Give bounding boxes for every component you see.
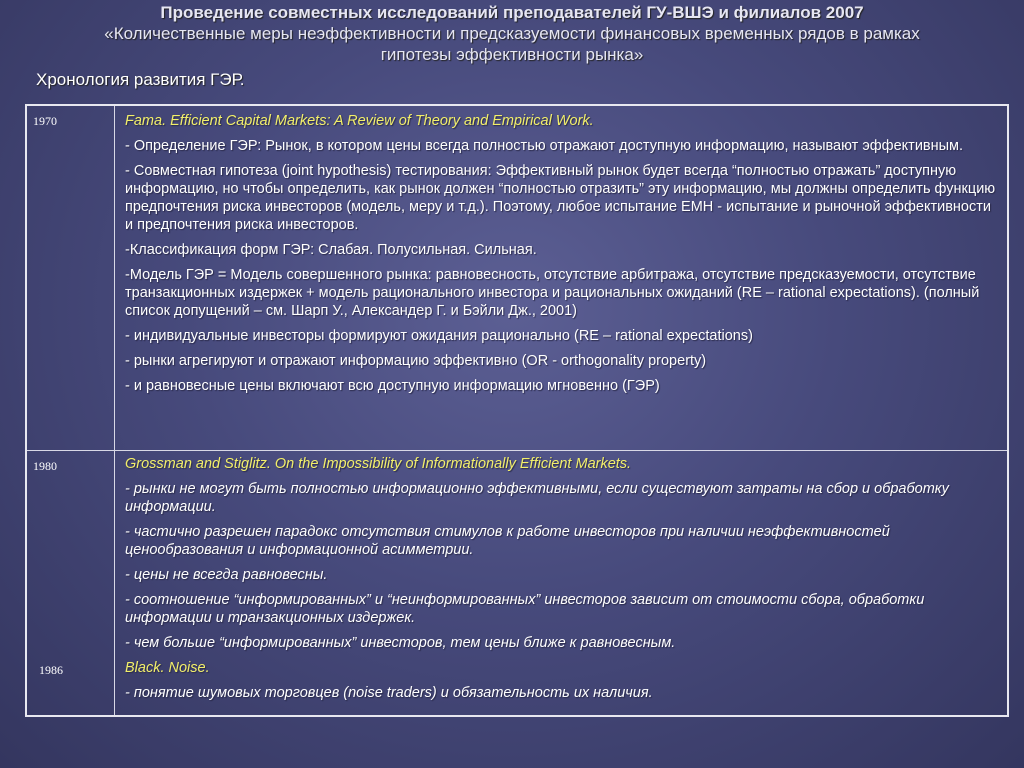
paper-title: Black. Noise. (125, 659, 210, 676)
chronology-table (25, 104, 1009, 717)
list-item: - Совместная гипотеза (joint hypothesis) тестирования: Эффективный рынок будет всегда “полностью отражать” доступную информацию, но чтобы определить, как рынок должен “полностью отразить” эту информацию, мы должны определить функцию предпочтения риска инвесторов (модель, меру и т.д.). Поэтому, любое испытание ЕМН - испытание и рыночной эффективности и предпочтения риска инвесторов. (125, 163, 996, 233)
list-item: - рынки не могут быть полностью информационно эффективными, если существуют затраты на сбор и обработку информации. (125, 480, 949, 515)
list-item: - рынки агрегируют и отражают информацию эффективно (OR - orthogonality property) (125, 353, 707, 369)
list-item: - и равновесные цены включают всю доступную информацию мгновенно (ГЭР) (125, 378, 660, 394)
list-item: - частично разрешен парадокс отсутствия стимулов к работе инвесторов при наличии неэффективностей ценообразования и информационной асимметрии. (125, 523, 890, 558)
slide-title-line2: «Количественные меры неэффективности и предсказуемости финансовых временных рядов в рамках (104, 24, 920, 43)
year-label: 1986 (39, 662, 63, 677)
list-item: - понятие шумовых торговцев (noise traders) и обязательность их наличия. (125, 684, 653, 701)
list-item: -Модель ГЭР = Модель совершенного рынка: равновесность, отсутствие арбитража, отсутствие предсказуемости, отсутствие транзакционных издержек + модель рационального инвестора и рациональных ожиданий (RE – rational expectations). (полный список допущений – см. Шарп У., Александер Г. и Бэйли Дж., 2001) (125, 267, 980, 319)
table-row (26, 105, 1008, 450)
paper-title: Fama. Efficient Capital Markets: A Review of Theory and Empirical Work. (125, 113, 594, 129)
list-item: -Классификация форм ГЭР: Слабая. Полусильная. Сильная. (125, 242, 537, 258)
year-cell (26, 105, 115, 450)
list-item: - чем больше “информированных” инвесторов, тем цены ближе к равновесным. (125, 634, 676, 651)
content-cell (115, 450, 1009, 716)
year-label: 1980 (33, 458, 57, 473)
list-item: - цены не всегда равновесны. (125, 566, 328, 583)
content-cell (115, 105, 1009, 450)
slide-title: Проведение совместных исследований преподавателей ГУ-ВШЭ и филиалов 2007 (160, 3, 864, 22)
slide-title-line3: гипотезы эффективности рынка» (380, 45, 644, 64)
list-item: - соотношение “информированных” и “неинформированных” инвесторов зависит от стоимости сбора, обработки информации и транзакционных издержек. (125, 591, 925, 626)
slide-subtitle: Хронология развития ГЭР. (36, 70, 245, 89)
paper-title: Grossman and Stiglitz. On the Impossibility of Informationally Efficient Markets. (125, 455, 632, 472)
table-row (26, 450, 1008, 716)
list-item: - Определение ГЭР: Рынок, в котором цены всегда полностью отражают доступную информацию, называют эффективным. (125, 138, 964, 154)
year-label: 1970 (33, 114, 57, 128)
list-item: - индивидуальные инвесторы формируют ожидания рационально (RE – rational expectations) (125, 328, 753, 344)
slide-header (0, 2, 1024, 65)
year-cell (26, 450, 115, 716)
